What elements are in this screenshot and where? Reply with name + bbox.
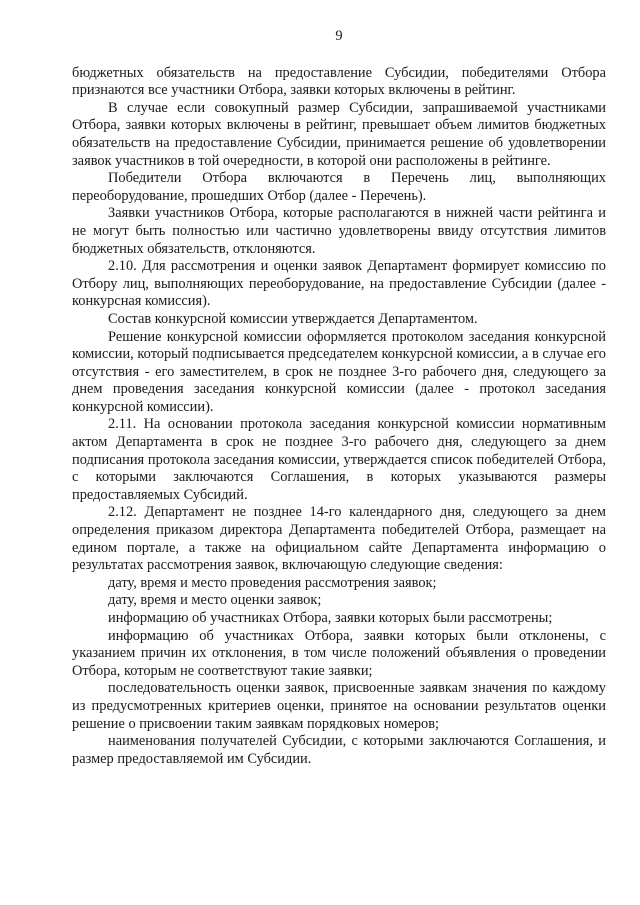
paragraph-15: наименования получателей Субсидии, с которыми заключаются Соглашения, и размер предоставляемой им Субсидии. <box>72 733 606 767</box>
paragraph-12: информацию об участниках Отбора, заявки которых были рассмотрены; <box>108 610 553 626</box>
paragraph-8: 2.11. На основании протокола заседания конкурсной комиссии нормативным актом Департамента в срок не позднее 3-го рабочего дня, следующего за днем подписания протокола заседания комиссии, утверждается список победителей Отбора, с которыми заключаются Соглашения, в которых указываются размеры предоставляемых Субсидий. <box>72 416 606 503</box>
paragraph-10: дату, время и место проведения рассмотрения заявок; <box>108 574 437 591</box>
paragraph-4: Заявки участников Отбора, которые располагаются в нижней части рейтинга и не могут быть полностью или частично удовлетворены ввиду отсутствия лимитов бюджетных обязательств, отклоняются. <box>72 205 606 257</box>
paragraph-13: информацию об участниках Отбора, заявки которых были отклонены, с указанием причин их отклонения, в том числе положений объявления о проведении Отбора, которым не соответствуют такие заявки; <box>72 627 606 679</box>
paragraph-6: Состав конкурсной комиссии утверждается Департаментом. <box>108 310 478 327</box>
paragraph-9: 2.12. Департамент не позднее 14-го календарного дня, следующего за днем определения приказом директора Департамента победителей Отбора, размещает на едином портале, а также на официальном сайте Департамента информацию о результатах рассмотрения заявок, включающую следующие сведения: <box>72 504 606 574</box>
paragraph-5: 2.10. Для рассмотрения и оценки заявок Департамент формирует комиссию по Отбору лиц, выполняющих переоборудование, на предоставление Субсидии (далее - конкурсная комиссия). <box>72 258 606 310</box>
paragraph-14: последовательность оценки заявок, присвоенные заявкам значения по каждому из предусмотренных критериев оценки, принятое на основании результатов оценки решение о присвоении таким заявкам порядковых номеров; <box>72 680 606 732</box>
document-page <box>72 28 606 768</box>
page-number: 9 <box>335 28 343 44</box>
paragraph-7: Решение конкурсной комиссии оформляется протоколом заседания конкурсной комиссии, который подписывается председателем конкурсной комиссии, а в случае его отсутствия - его заместителем, в срок не позднее 3-го рабочего дня, следующего за днем проведения заседания конкурсной комиссии (далее - протокол заседания конкурсной комиссии). <box>72 328 606 415</box>
paragraph-1: бюджетных обязательств на предоставление Субсидии, победителями Отбора признаются все участники Отбора, заявки которых включены в рейтинг. <box>72 64 606 99</box>
paragraph-11: дату, время и место оценки заявок; <box>108 592 322 609</box>
paragraph-2: В случае если совокупный размер Субсидии, запрашиваемой участниками Отбора, заявки которых включены в рейтинг, превышает объем лимитов бюджетных обязательств на предоставление Субсидии, принимается решение об удовлетворении заявок участников в той очередности, в которой они расположены в рейтинге. <box>72 99 606 169</box>
paragraph-3: Победители Отбора включаются в Перечень лиц, выполняющих переоборудование, прошедших Отбор (далее - Перечень). <box>72 170 606 204</box>
